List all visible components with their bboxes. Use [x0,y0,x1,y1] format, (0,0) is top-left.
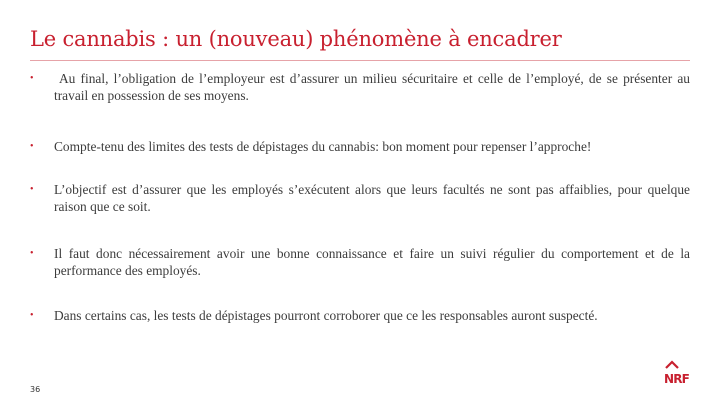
bullet-text: L’objectif est d’assurer que les employés s’exécutent alors que leurs facultés ne sont pas affaiblies, pour quelque raison que ce soit. [54,182,690,214]
nrf-logo-icon [662,360,694,386]
slide-title: Le cannabis : un (nouveau) phénomène à encadrer [30,27,562,51]
title-divider [30,60,690,61]
bullet-text: Au final, l’obligation de l’employeur est d’assurer un milieu sécuritaire et celle de l’employé, de se présenter au travail en possession de ses moyens. [54,71,690,103]
bullet-text: Compte-tenu des limites des tests de dépistages du cannabis: bon moment pour repenser l’approche! [54,139,592,154]
bullet-item [30,181,690,215]
bullet-icon: • [30,248,34,259]
bullet-icon: • [30,310,34,321]
bullet-icon: • [30,73,34,84]
bullet-item [30,70,690,104]
bullet-text: Il faut donc nécessairement avoir une bonne connaissance et faire un suivi régulier du comportement et de la performance des employés. [54,246,690,278]
bullet-text: Dans certains cas, les tests de dépistages pourront corroborer que ce les responsables auront suspecté. [54,308,598,323]
logo-roof-icon [666,362,678,368]
page-number: 36 [30,385,41,394]
bullet-item [30,245,690,279]
bullet-item [30,138,690,155]
logo-text: NRF [664,372,690,386]
bullet-icon: • [30,141,34,152]
bullet-icon: • [30,184,34,195]
bullet-item [30,307,690,324]
